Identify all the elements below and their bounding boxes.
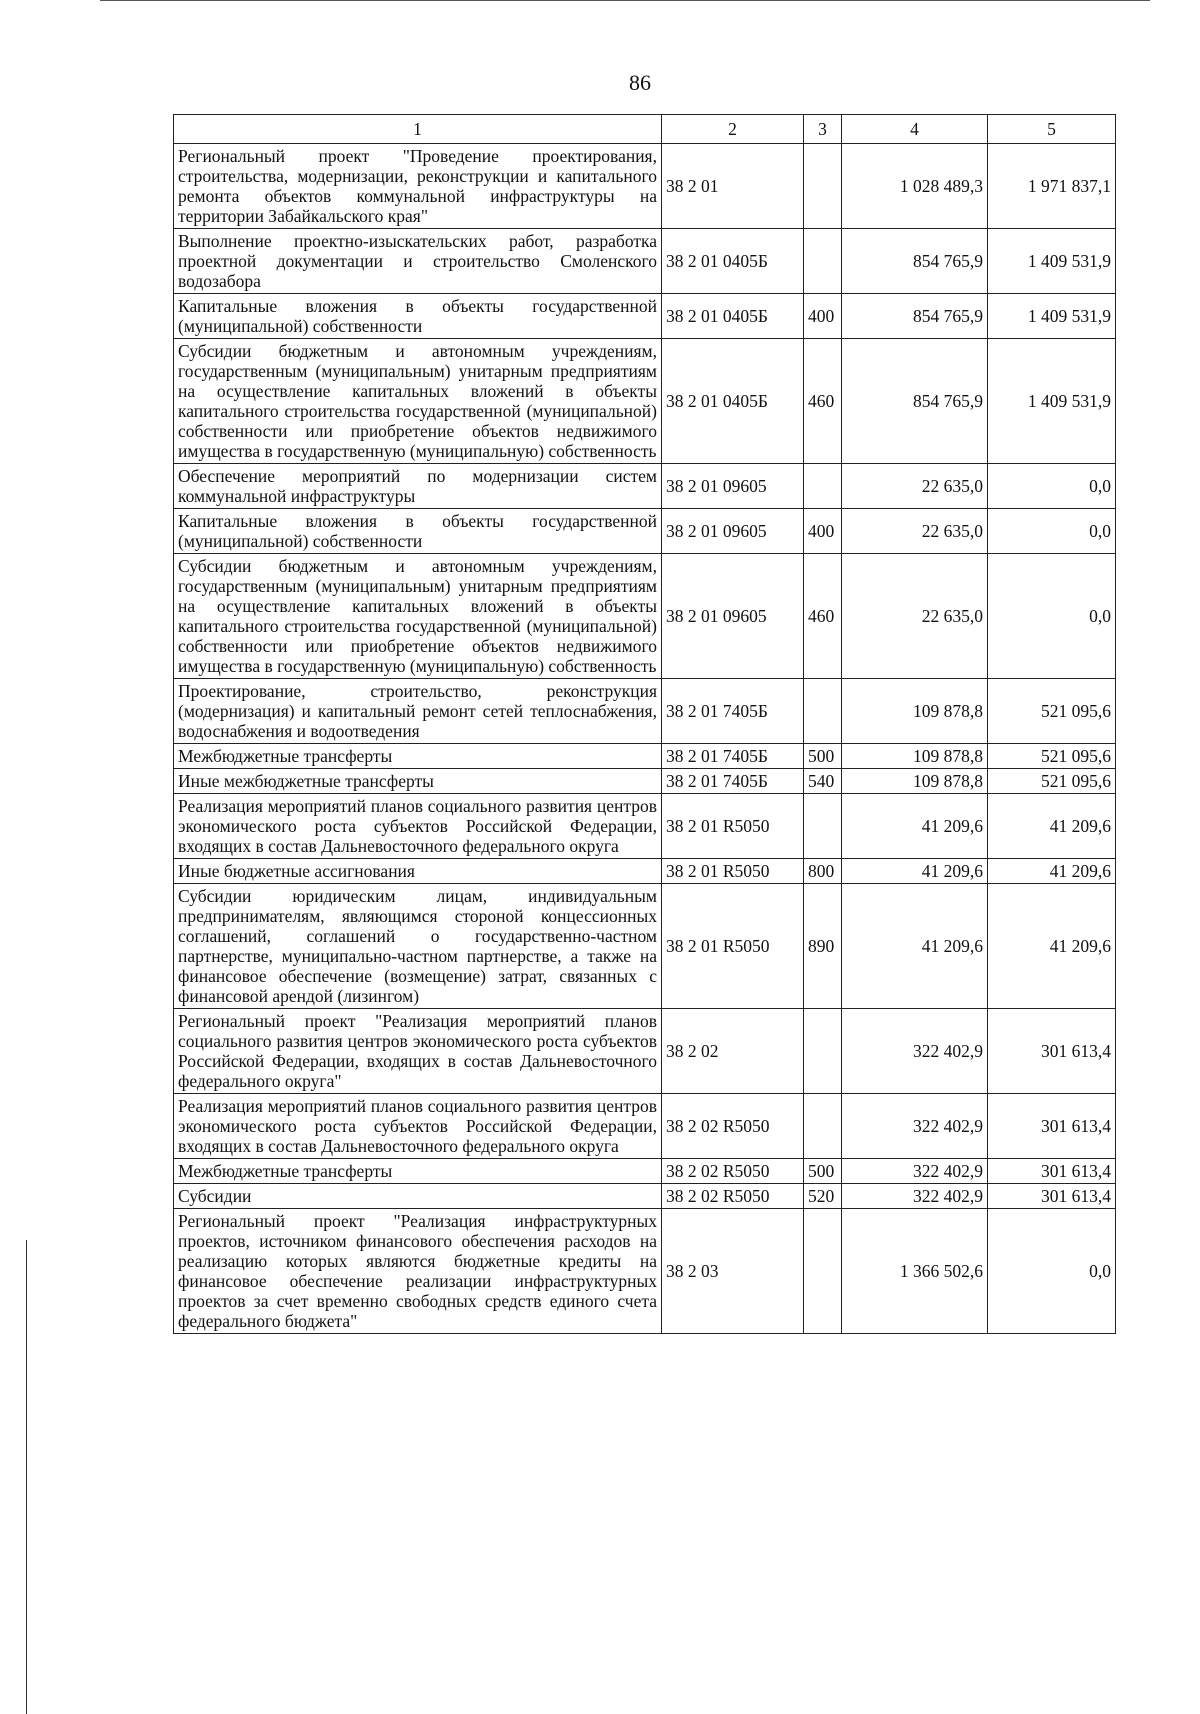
table-row	[174, 1209, 1116, 1334]
table-row	[174, 229, 1116, 294]
row-code-cell: 38 2 01 R5050	[662, 859, 804, 884]
row-type-cell	[804, 679, 842, 744]
row-value-year2-cell: 521 095,6	[988, 744, 1116, 769]
row-value-year2-cell: 1 409 531,9	[988, 294, 1116, 339]
row-value-year1-cell: 22 635,0	[842, 554, 988, 679]
row-type-cell: 520	[804, 1184, 842, 1209]
page-number: 86	[629, 70, 651, 95]
row-type-cell: 540	[804, 769, 842, 794]
row-code-cell: 38 2 01 0405Б	[662, 339, 804, 464]
row-type-cell	[804, 794, 842, 859]
table-row	[174, 769, 1116, 794]
row-value-year2-cell: 301 613,4	[988, 1184, 1116, 1209]
row-value-year2-cell: 1 409 531,9	[988, 339, 1116, 464]
row-name-cell: Субсидии бюджетным и автономным учреждениям, государственным (муниципальным) унитарным предприятиям на осуществление капитальных вложений в объекты капитального строительства государственной (муниципальной) собственности или приобретение объектов недвижимого имущества в государственную (муниципальную) собственность	[174, 339, 662, 464]
row-value-year1-cell: 854 765,9	[842, 294, 988, 339]
row-value-year2-cell: 0,0	[988, 554, 1116, 679]
row-name-cell: Региональный проект "Проведение проектирования, строительства, модернизации, реконструкции и капитального ремонта объектов коммунальной инфраструктуры на территории Забайкальского края"	[174, 144, 662, 229]
table-row	[174, 884, 1116, 1009]
row-value-year1-cell: 854 765,9	[842, 229, 988, 294]
row-value-year2-cell: 41 209,6	[988, 884, 1116, 1009]
row-value-year2-cell: 301 613,4	[988, 1094, 1116, 1159]
row-value-year2-cell: 1 409 531,9	[988, 229, 1116, 294]
row-value-year2-cell: 41 209,6	[988, 794, 1116, 859]
row-value-year1-cell: 322 402,9	[842, 1159, 988, 1184]
row-value-year1-cell: 109 878,8	[842, 679, 988, 744]
header-col-2: 2	[662, 115, 804, 144]
row-value-year1-cell: 41 209,6	[842, 859, 988, 884]
row-type-cell	[804, 1209, 842, 1334]
row-value-year2-cell: 0,0	[988, 464, 1116, 509]
row-name-cell: Субсидии юридическим лицам, индивидуальным предпринимателям, являющимся стороной концессионных соглашений, соглашений о государственно-частном партнерстве, муниципально-частном партнерстве, а также на финансовое обеспечение (возмещение) затрат, связанных с финансовой арендой (лизингом)	[174, 884, 662, 1009]
row-name-cell: Капитальные вложения в объекты государственной (муниципальной) собственности	[174, 294, 662, 339]
row-value-year1-cell: 109 878,8	[842, 744, 988, 769]
table-row	[174, 339, 1116, 464]
row-code-cell: 38 2 03	[662, 1209, 804, 1334]
row-type-cell	[804, 1009, 842, 1094]
table-body	[174, 115, 1116, 1334]
row-type-cell	[804, 144, 842, 229]
row-code-cell: 38 2 01 7405Б	[662, 679, 804, 744]
row-name-cell: Обеспечение мероприятий по модернизации систем коммунальной инфраструктуры	[174, 464, 662, 509]
row-value-year1-cell: 854 765,9	[842, 339, 988, 464]
row-name-cell: Субсидии бюджетным и автономным учреждениям, государственным (муниципальным) унитарным предприятиям на осуществление капитальных вложений в объекты капитального строительства государственной (муниципальной) собственности или приобретение объектов недвижимого имущества в государственную (муниципальную) собственность	[174, 554, 662, 679]
row-value-year1-cell: 22 635,0	[842, 509, 988, 554]
header-col-1: 1	[174, 115, 662, 144]
row-value-year2-cell: 41 209,6	[988, 859, 1116, 884]
row-value-year2-cell: 0,0	[988, 509, 1116, 554]
row-value-year2-cell: 521 095,6	[988, 769, 1116, 794]
row-name-cell: Региональный проект "Реализация инфраструктурных проектов, источником финансового обеспечения расходов на реализацию которых являются бюджетные кредиты на финансовое обеспечение реализации инфраструктурных проектов за счет временно свободных средств единого счета федерального бюджета"	[174, 1209, 662, 1334]
row-code-cell: 38 2 01 09605	[662, 554, 804, 679]
header-col-4: 4	[842, 115, 988, 144]
row-value-year1-cell: 41 209,6	[842, 794, 988, 859]
row-code-cell: 38 2 01 7405Б	[662, 744, 804, 769]
row-name-cell: Реализация мероприятий планов социального развития центров экономического роста субъектов Российской Федерации, входящих в состав Дальневосточного федерального округа	[174, 1094, 662, 1159]
table-row	[174, 1094, 1116, 1159]
table-row	[174, 554, 1116, 679]
row-type-cell: 500	[804, 744, 842, 769]
row-value-year1-cell: 1 028 489,3	[842, 144, 988, 229]
row-type-cell: 400	[804, 509, 842, 554]
row-type-cell: 800	[804, 859, 842, 884]
row-value-year2-cell: 301 613,4	[988, 1159, 1116, 1184]
row-name-cell: Капитальные вложения в объекты государственной (муниципальной) собственности	[174, 509, 662, 554]
table-row	[174, 794, 1116, 859]
row-code-cell: 38 2 01 7405Б	[662, 769, 804, 794]
table-row	[174, 464, 1116, 509]
row-type-cell	[804, 229, 842, 294]
row-code-cell: 38 2 01 0405Б	[662, 294, 804, 339]
row-name-cell: Иные межбюджетные трансферты	[174, 769, 662, 794]
header-col-3: 3	[804, 115, 842, 144]
row-code-cell: 38 2 02 R5050	[662, 1094, 804, 1159]
row-name-cell: Проектирование, строительство, реконструкция (модернизация) и капитальный ремонт сетей теплоснабжения, водоснабжения и водоотведения	[174, 679, 662, 744]
row-type-cell: 460	[804, 339, 842, 464]
row-type-cell: 400	[804, 294, 842, 339]
row-name-cell: Иные бюджетные ассигнования	[174, 859, 662, 884]
row-value-year2-cell: 301 613,4	[988, 1009, 1116, 1094]
row-code-cell: 38 2 02 R5050	[662, 1159, 804, 1184]
row-value-year1-cell: 322 402,9	[842, 1009, 988, 1094]
table-row	[174, 509, 1116, 554]
row-value-year1-cell: 109 878,8	[842, 769, 988, 794]
table-row	[174, 1159, 1116, 1184]
table-row	[174, 1184, 1116, 1209]
header-col-5: 5	[988, 115, 1116, 144]
table-row	[174, 859, 1116, 884]
row-code-cell: 38 2 01 R5050	[662, 884, 804, 1009]
row-value-year2-cell: 1 971 837,1	[988, 144, 1116, 229]
row-code-cell: 38 2 01 0405Б	[662, 229, 804, 294]
row-type-cell: 460	[804, 554, 842, 679]
row-code-cell: 38 2 01 09605	[662, 464, 804, 509]
row-value-year1-cell: 22 635,0	[842, 464, 988, 509]
row-code-cell: 38 2 02	[662, 1009, 804, 1094]
scan-margin-line	[26, 1240, 27, 1714]
row-name-cell: Субсидии	[174, 1184, 662, 1209]
table-header-row	[174, 115, 1116, 144]
row-type-cell	[804, 464, 842, 509]
table-row	[174, 294, 1116, 339]
row-name-cell: Региональный проект "Реализация мероприятий планов социального развития центров экономического роста субъектов Российской Федерации, входящих в состав Дальневосточного федерального округа"	[174, 1009, 662, 1094]
row-value-year1-cell: 1 366 502,6	[842, 1209, 988, 1334]
row-name-cell: Межбюджетные трансферты	[174, 744, 662, 769]
row-value-year2-cell: 0,0	[988, 1209, 1116, 1334]
row-type-cell: 500	[804, 1159, 842, 1184]
row-name-cell: Реализация мероприятий планов социального развития центров экономического роста субъектов Российской Федерации, входящих в состав Дальневосточного федерального округа	[174, 794, 662, 859]
row-value-year1-cell: 322 402,9	[842, 1094, 988, 1159]
row-type-cell: 890	[804, 884, 842, 1009]
scan-edge-line	[100, 0, 1150, 1]
row-type-cell	[804, 1094, 842, 1159]
row-code-cell: 38 2 01 R5050	[662, 794, 804, 859]
budget-table	[173, 114, 1116, 1334]
row-code-cell: 38 2 01	[662, 144, 804, 229]
table-row	[174, 744, 1116, 769]
table-row	[174, 679, 1116, 744]
row-code-cell: 38 2 02 R5050	[662, 1184, 804, 1209]
row-name-cell: Межбюджетные трансферты	[174, 1159, 662, 1184]
row-value-year2-cell: 521 095,6	[988, 679, 1116, 744]
row-name-cell: Выполнение проектно-изыскательских работ, разработка проектной документации и строительство Смоленского водозабора	[174, 229, 662, 294]
row-code-cell: 38 2 01 09605	[662, 509, 804, 554]
table-row	[174, 144, 1116, 229]
row-value-year1-cell: 41 209,6	[842, 884, 988, 1009]
table-row	[174, 1009, 1116, 1094]
row-value-year1-cell: 322 402,9	[842, 1184, 988, 1209]
